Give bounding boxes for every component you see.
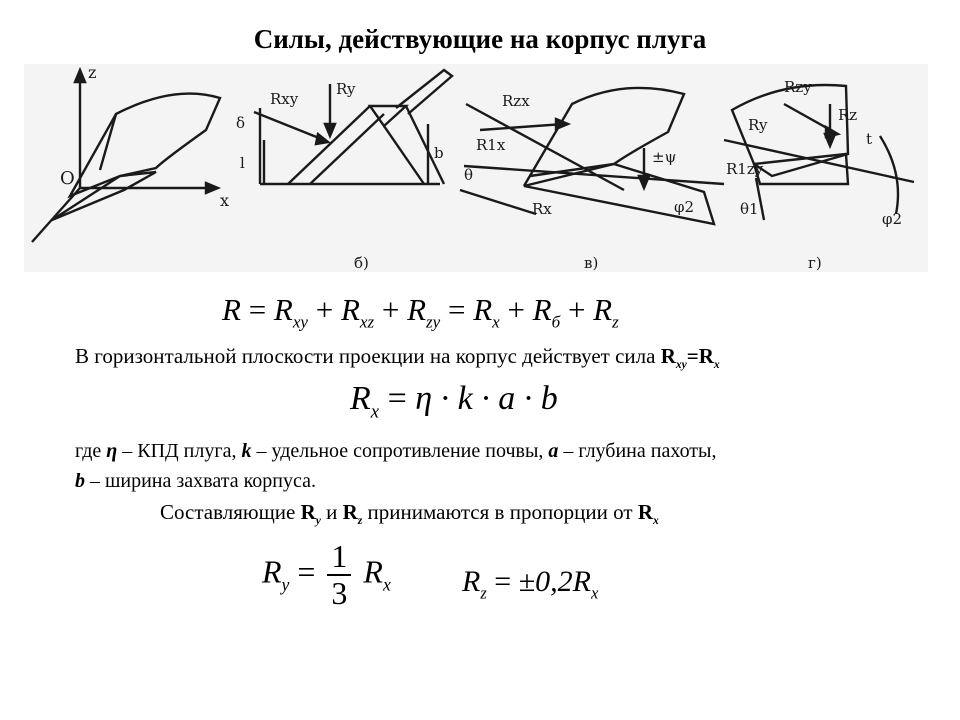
panel-a xyxy=(32,64,229,242)
axis-z-label: z xyxy=(88,64,97,82)
explanation-line-2: b – ширина захвата корпуса. xyxy=(75,470,316,492)
components-text: Составляющие $R_y$ и $R_z$ принимаются в пропорции от $R_x$ xyxy=(160,500,659,528)
rxy-label-b: Rxy xyxy=(270,90,299,108)
panel-b-caption: б) xyxy=(354,254,369,272)
explanation-line-1: где η – КПД плуга, k – удельное сопротивление почвы, a – глубина пахоты, xyxy=(75,440,717,462)
fraction: $\frac{1}{3}$ xyxy=(327,540,351,611)
diagram-svg xyxy=(24,64,928,272)
theta-label-g: θ1 xyxy=(740,200,759,218)
l-label: l xyxy=(240,154,245,172)
rx-label-v: Rx xyxy=(532,200,552,218)
phi2-label-g: φ2 xyxy=(882,210,903,228)
axis-x-label: x xyxy=(220,191,230,210)
panel-g xyxy=(724,78,914,272)
delta-label: δ xyxy=(236,114,246,132)
ry-label-g: Ry xyxy=(748,116,768,134)
r1x-label: R1x xyxy=(476,136,506,154)
b-label: b xyxy=(434,144,444,162)
plough-force-diagram xyxy=(24,64,928,272)
origin-label: O xyxy=(60,168,75,189)
psi-label: ±ψ xyxy=(652,148,677,166)
r1zy-label: R1zy xyxy=(726,160,764,178)
phi2-label-v: φ2 xyxy=(674,198,695,216)
ry-label-b: Ry xyxy=(336,80,356,98)
t-label: t xyxy=(866,130,873,148)
formula-ry: $R_y$ = $\frac{1}{3}$ $R_x$ xyxy=(262,538,391,611)
panel-v xyxy=(460,88,724,272)
theta-label-v: θ xyxy=(464,166,474,184)
slide-title: Силы, действующие на корпус плуга xyxy=(253,24,707,54)
panel-g-caption: г) xyxy=(808,254,822,272)
formula-rz: $R_z = \pm 0,2R_x$ xyxy=(462,565,599,603)
rzx-label: Rzx xyxy=(502,92,530,110)
rz-label-g: Rz xyxy=(838,106,858,124)
panel-b xyxy=(236,70,452,272)
horizontal-plane-text: В горизонтальной плоскости проекции на корпус действует сила $R_{xy}=R_x$ xyxy=(75,344,720,372)
explanation-text xyxy=(75,436,717,496)
formula-rx: $R_x = \eta \cdot k \cdot a \cdot b$ xyxy=(350,380,558,423)
rzy-label: Rzy xyxy=(784,78,812,96)
formula-total-force: $R = R_{xy} + R_{xz} + R_{zy} = R_x + R_б + R_z$ xyxy=(222,292,619,332)
panel-v-caption: в) xyxy=(584,254,599,272)
